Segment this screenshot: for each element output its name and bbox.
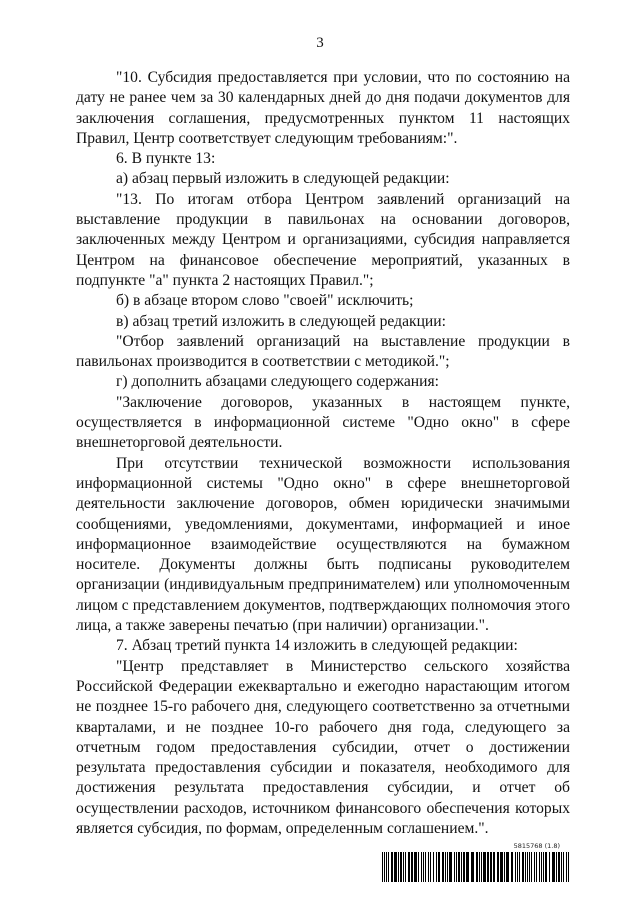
barcode-bar xyxy=(493,852,495,882)
barcode-bar xyxy=(511,852,513,882)
paragraph-one-window-system: "Заключение договоров, указанных в настоящем пункте, осуществляется в информационной системе "Одно окно" в сфере внешнеторговой деятельности. xyxy=(76,393,570,452)
paragraph-center-report: "Центр представляет в Министерство сельского хозяйства Российской Федерации ежеквартально и ежегодно нарастающим итогом не позднее 15-го рабочего дня, следующего соответственно за отчетными кварталами, и не позднее 10-го рабочего дня года, следующего за отчетным годом предоставления субсидии, отчет о достижении результата предоставления субсидии и показателя, необходимого для достижения результата предоставления субсидии, и отчет об осуществлении расходов, источником финансового обеспечения которых является субсидия, по формам, определенным соглашением.". xyxy=(76,657,570,837)
barcode-bar xyxy=(549,852,550,882)
barcode-bar xyxy=(476,852,478,882)
barcode-bar xyxy=(563,852,564,882)
barcode-bar xyxy=(456,852,457,882)
barcode-bar xyxy=(566,852,567,882)
barcode-bar xyxy=(506,852,509,882)
barcode-bar xyxy=(522,852,524,882)
barcode-bar xyxy=(471,852,474,882)
barcode-bar xyxy=(487,852,489,882)
barcode-bar xyxy=(418,852,419,882)
barcode-bar xyxy=(436,852,437,882)
barcode-bar xyxy=(561,852,562,882)
barcode-bar xyxy=(463,852,465,882)
barcode-bar xyxy=(481,852,482,882)
barcode-bar xyxy=(558,852,560,882)
barcode-bar xyxy=(461,852,462,882)
barcode-bar xyxy=(398,852,399,882)
barcode-bar xyxy=(552,852,555,882)
barcode-bar xyxy=(556,852,557,882)
barcode-bar xyxy=(388,852,389,882)
barcode-bar xyxy=(391,852,393,882)
paragraph-subitem-b: б) в абзаце втором слово "своей" исключить; xyxy=(116,292,414,310)
barcode-bar xyxy=(425,852,426,882)
barcode-bar xyxy=(384,852,385,882)
paragraph-subitem-v: в) абзац третий изложить в следующей редакции: xyxy=(116,312,446,330)
barcode-image xyxy=(382,852,572,882)
page-number: 3 xyxy=(316,35,324,51)
barcode-bar xyxy=(428,852,429,882)
barcode-bar xyxy=(545,852,547,882)
barcode-bar xyxy=(438,852,440,882)
barcode-block xyxy=(382,842,572,886)
barcode-bar xyxy=(447,852,448,882)
barcode-bar xyxy=(519,852,520,882)
barcode-bar xyxy=(414,852,417,882)
barcode-bar xyxy=(504,852,505,882)
barcode-bar xyxy=(531,852,532,882)
barcode-number: 5815768 (1.8) xyxy=(513,842,560,850)
paragraph-subitem-a: а) абзац первый изложить в следующей редакции: xyxy=(116,170,450,188)
paragraph-clause-13: "13. По итогам отбора Центром заявлений организаций на выставление продукции в павильонах на основании договоров, заключенных между Центром и организациями, субсидия направляется Центром на финансовое обеспечение мероприятий, указанных в подпункте "а" пункта 2 настоящих Правил."; xyxy=(76,190,570,289)
barcode-bar xyxy=(445,852,446,882)
barcode-bar xyxy=(454,852,455,882)
barcode-bar xyxy=(421,852,422,882)
barcode-bar xyxy=(497,852,499,882)
document-body xyxy=(76,68,570,839)
barcode-bar xyxy=(394,852,397,882)
barcode-bar xyxy=(403,852,404,882)
barcode-bar xyxy=(539,852,540,882)
barcode-bar xyxy=(515,852,516,882)
paragraph-item-7: 7. Абзац третий пункта 14 изложить в следующей редакции: xyxy=(116,637,518,655)
barcode-bar xyxy=(543,852,544,882)
barcode-bar xyxy=(423,852,424,882)
barcode-bar xyxy=(500,852,503,882)
barcode-bar xyxy=(408,852,410,882)
barcode-bar xyxy=(517,852,518,882)
paragraph-item-6: 6. В пункте 13: xyxy=(116,150,216,168)
barcode-bar xyxy=(386,852,387,882)
barcode-bar xyxy=(527,852,528,882)
barcode-bar xyxy=(534,852,535,882)
barcode-bar xyxy=(525,852,526,882)
paragraph-paper-exchange: При отсутствии технической возможности использования информационной системы "Одно окно" в сфере внешнеторговой деятельности заключение договоров, обмен юридически значимыми сообщениями, уведомлениями, документами, информацией и иное информационное взаимодействие осуществляются на бумажном носителе. Документы должны быть подписаны руководителем организации (индивидуальным предпринимателем) или уполномоченным лицом с представлением документов, подтверждающих полномочия этого лица, а также заверены печатью (при наличии) организации.". xyxy=(76,454,570,635)
paragraph-subitem-g: г) дополнить абзацами следующего содержания: xyxy=(116,373,440,391)
barcode-bar xyxy=(405,852,406,882)
barcode-bar xyxy=(449,852,452,882)
barcode-bar xyxy=(568,852,569,882)
barcode-bar xyxy=(433,852,434,882)
barcode-bar xyxy=(458,852,460,882)
barcode-bar xyxy=(400,852,402,882)
paragraph-selection-method: "Отбор заявлений организаций на выставление продукции в павильонах производится в соответствии с методикой."; xyxy=(76,332,570,371)
barcode-bar xyxy=(442,852,444,882)
barcode-bar xyxy=(466,852,469,882)
barcode-bar xyxy=(479,852,480,882)
barcode-bar xyxy=(541,852,542,882)
paragraph-subsidy-condition: "10. Субсидия предоставляется при условии, что по состоянию на дату не ранее чем за 30 календарных дней до дня подачи документов для заключения соглашения, предусмотренных пунктом 11 настоящих Правил, Центр соответствует следующим требованиям:". xyxy=(76,69,570,147)
barcode-bar xyxy=(529,852,530,882)
barcode-bar xyxy=(382,852,383,882)
barcode-bar xyxy=(490,852,492,882)
barcode-bar xyxy=(483,852,486,882)
barcode-bar xyxy=(536,852,537,882)
barcode-bar xyxy=(411,852,413,882)
barcode-bar xyxy=(430,852,431,882)
